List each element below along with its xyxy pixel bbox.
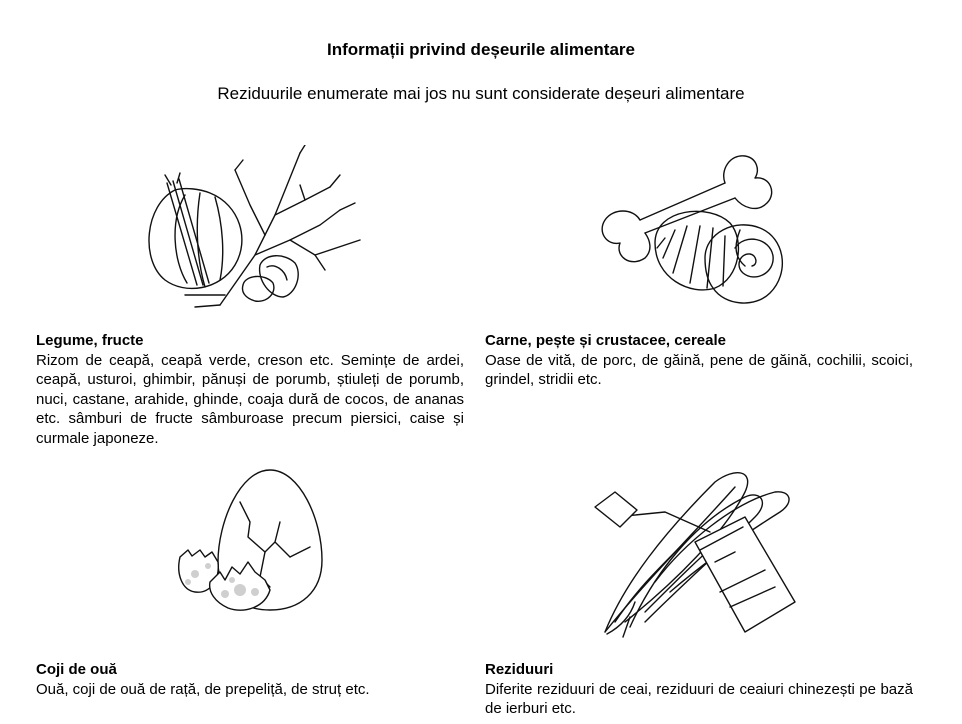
category-heading: Coji de ouă: [36, 661, 117, 678]
category-description: Ouă, coji de ouă de rață, de prepeliță, de struț etc.: [36, 680, 370, 698]
category-description: Diferite reziduuri de ceai, reziduuri de ceaiuri chinezești pe bază de ierburi etc.: [485, 680, 913, 717]
onion-branch-nut-icon: [125, 145, 375, 315]
bone-shell-icon: [595, 148, 810, 308]
category-description: Oase de vită, de porc, de găină, pene de găină, cochilii, scoici, grindel, stridii etc.: [485, 351, 913, 388]
eggshell-icon: [170, 462, 340, 622]
category-meat-fish: [485, 331, 913, 390]
category-description: Rizom de ceapă, ceapă verde, creson etc. Semințe de ardei, ceapă, usturoi, ghimbir, pănuși de porumb, știuleți de porumb, nuci, castane, arahide, ghinde, coaja dură de cocos, de ananas etc. sâmburi de fructe sâmburoase precum piersici, caise și curmale japoneze.: [36, 351, 464, 447]
page-title: Informații privind deșeurile alimentare: [327, 40, 635, 59]
category-heading: Reziduuri: [485, 661, 554, 678]
category-heading: Legume, fructe: [36, 332, 144, 349]
category-vegetables-fruits: [36, 331, 464, 448]
category-residues: [485, 660, 913, 719]
category-eggshells: [36, 660, 464, 699]
page-subtitle: Reziduurile enumerate mai jos nu sunt considerate deșeuri alimentare: [217, 84, 745, 103]
category-heading: Carne, pește și crustacee, cereale: [485, 332, 726, 349]
tea-leaves-bag-icon: [585, 462, 810, 642]
